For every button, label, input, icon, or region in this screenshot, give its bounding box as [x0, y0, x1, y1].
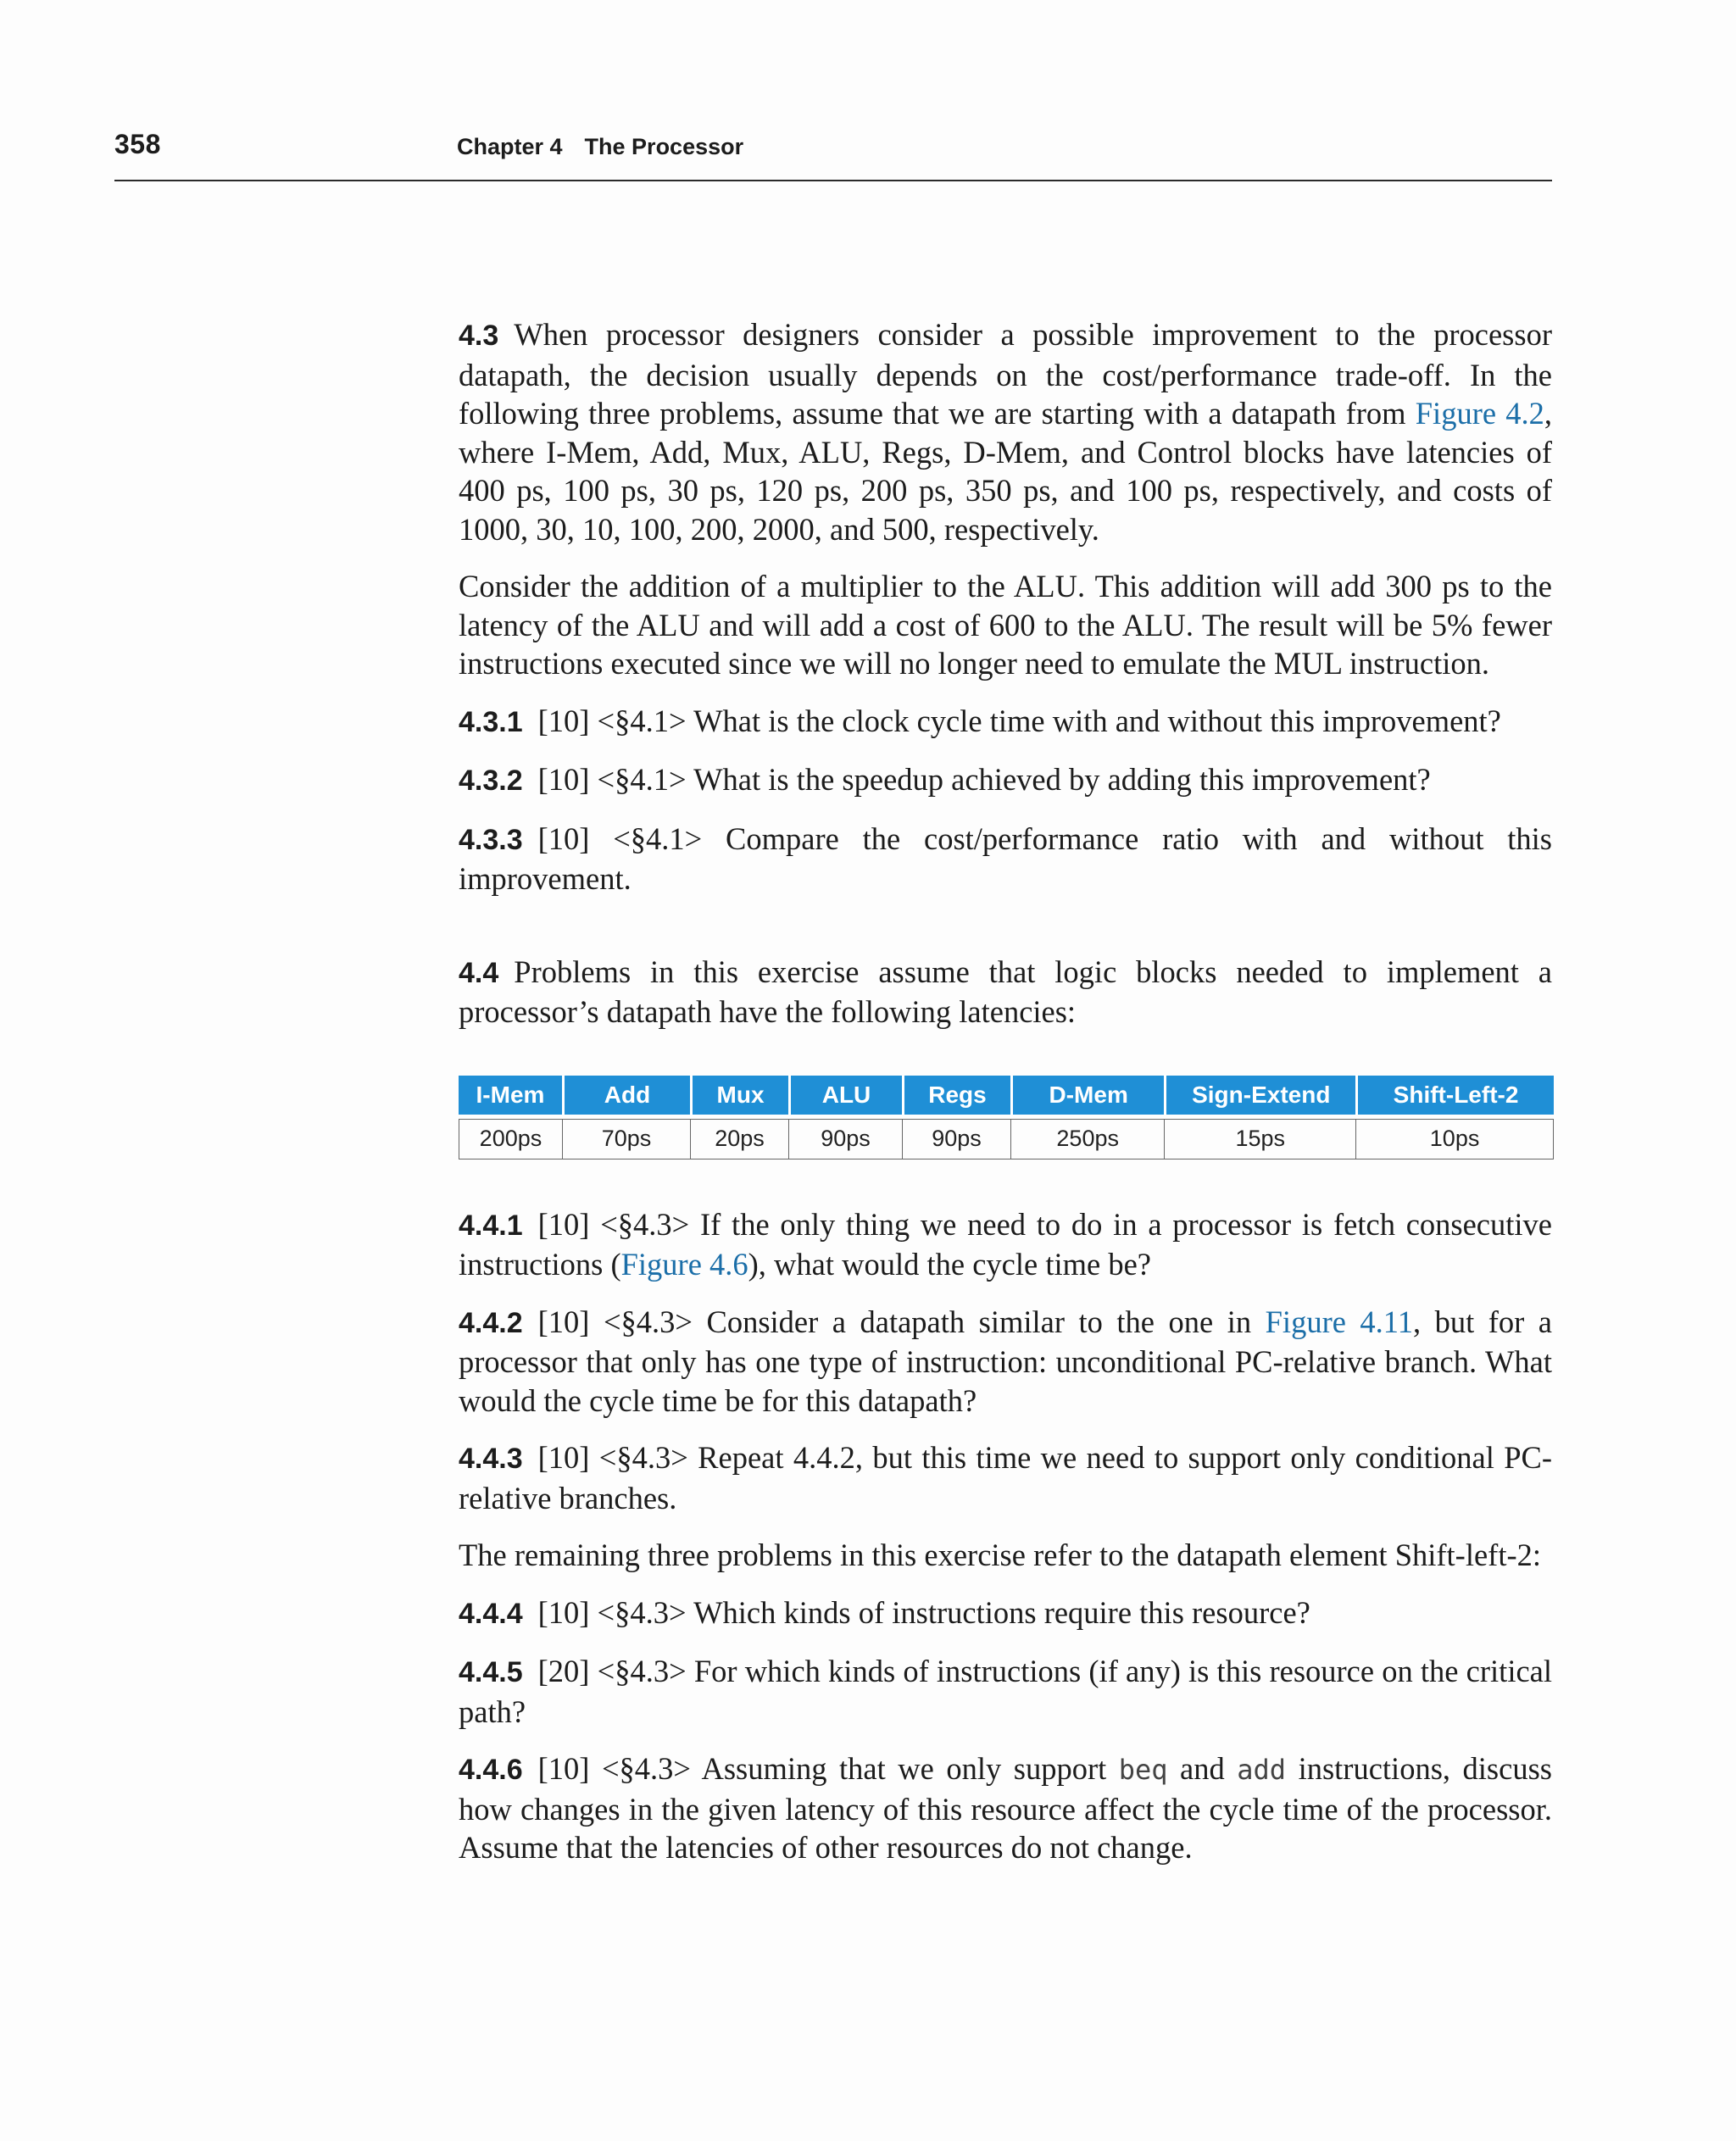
- table-cell: 15ps: [1164, 1119, 1355, 1159]
- problem-text: [20] <§4.3> For which kinds of instructions (if any) is this resource on the critical path?: [459, 1654, 1552, 1729]
- intro-text: Problems in this exercise assume that logic blocks needed to implement a processor’s datapath have the following latencies:: [459, 954, 1552, 1029]
- problem-4-4-4: [459, 1593, 1552, 1634]
- problem-4-4-1: [459, 1205, 1552, 1284]
- figure-4-2-link[interactable]: Figure 4.2: [1415, 396, 1544, 431]
- remaining-problems-intro: The remaining three problems in this exercise refer to the datapath element Shift-left-2:: [459, 1538, 1542, 1572]
- table-header-cell: I-Mem: [459, 1076, 562, 1115]
- exercise-number: 4.3: [459, 320, 499, 352]
- problem-number: 4.4.4: [459, 1597, 523, 1630]
- problem-number: 4.3.3: [459, 823, 523, 856]
- table-header-cell: Sign-Extend: [1164, 1076, 1355, 1115]
- table-header-cell: Regs: [902, 1076, 1010, 1115]
- table-header-cell: D-Mem: [1010, 1076, 1164, 1115]
- table-row: [459, 1119, 1554, 1159]
- page-header: [114, 125, 1552, 181]
- intro-text: When processor designers consider a possible improvement to the processor datapath, the decision usually depends on the cost/performance trade-off. In the following three problems, assume that we are starting with a datapath from: [459, 317, 1552, 431]
- problem-number: 4.4.1: [459, 1209, 523, 1242]
- page-number: 358: [114, 129, 161, 159]
- table-header-cell: Mux: [690, 1076, 788, 1115]
- chapter-title: The Processor: [584, 134, 744, 159]
- problem-text: [10] <§4.3> Assuming that we only support: [537, 1751, 1119, 1786]
- code-beq: beq: [1118, 1754, 1168, 1786]
- problem-4-3-2: [459, 760, 1552, 801]
- exercise-4-4-intro: [459, 953, 1552, 1032]
- table-cell: 90ps: [788, 1119, 902, 1159]
- problem-text: [10] <§4.1> Compare the cost/performance ratio with and without this improvement.: [459, 820, 1552, 896]
- problem-4-4-2: [459, 1303, 1552, 1421]
- table-header-cell: ALU: [788, 1076, 902, 1115]
- problem-text: [10] <§4.3> Consider a datapath similar to the one in: [537, 1304, 1266, 1339]
- problem-4-3-3: [459, 820, 1552, 898]
- table-header-cell: Shift-Left-2: [1355, 1076, 1554, 1115]
- problem-4-4-3: [459, 1438, 1552, 1517]
- problem-text: [10] <§4.3> Repeat 4.4.2, but this time we need to support only conditional PC-relative branches.: [459, 1440, 1552, 1515]
- running-head: [457, 134, 743, 160]
- table-cell: 90ps: [902, 1119, 1010, 1159]
- problem-number: 4.4.2: [459, 1306, 523, 1339]
- problem-number: 4.4.5: [459, 1656, 523, 1688]
- problem-text: [10] <§4.3> If the only thing we need to do in a processor is fetch consecutive instructions (: [459, 1206, 1552, 1282]
- problem-4-4-5: [459, 1652, 1552, 1731]
- figure-4-6-link[interactable]: Figure 4.6: [620, 1247, 748, 1282]
- problem-number: 4.3.1: [459, 705, 523, 738]
- problem-text: [10] <§4.3> Which kinds of instructions require this resource?: [537, 1594, 1310, 1630]
- code-add: add: [1237, 1754, 1287, 1786]
- table-cell: 20ps: [690, 1119, 788, 1159]
- exercise-number: 4.4: [459, 956, 499, 989]
- problem-text-cont: , but for a processor that only has one type of instruction: unconditional PC-relative branch. What would the cycle time be for this datapath?: [459, 1304, 1552, 1418]
- figure-4-11-link[interactable]: Figure 4.11: [1265, 1304, 1413, 1339]
- table-cell: 250ps: [1010, 1119, 1164, 1159]
- problem-number: 4.3.2: [459, 765, 523, 797]
- table-cell: 70ps: [562, 1119, 690, 1159]
- table-cell: 10ps: [1355, 1119, 1554, 1159]
- problem-4-3-1: [459, 702, 1552, 742]
- latency-table: [459, 1076, 1554, 1159]
- table-header-cell: Add: [562, 1076, 690, 1115]
- table-cell: 200ps: [459, 1119, 562, 1159]
- exercise-4-3-intro: [459, 315, 1552, 548]
- chapter-label: Chapter 4: [457, 134, 563, 159]
- problem-4-4-6: [459, 1749, 1552, 1867]
- table-header-row: [459, 1076, 1554, 1115]
- problem-text: [10] <§4.1> What is the clock cycle time with and without this improvement?: [537, 703, 1501, 738]
- problem-number: 4.4.3: [459, 1443, 523, 1475]
- problem-text-cont: instructions, discuss how changes in the given latency of this resource affect the cycle time of the processor. Assume that the latencies of other resources do not change.: [459, 1751, 1552, 1865]
- page-content: [459, 315, 1552, 1886]
- problem-number: 4.4.6: [459, 1754, 523, 1786]
- problem-text-cont: ), what would the cycle time be?: [748, 1247, 1151, 1282]
- problem-text-and: and: [1167, 1751, 1238, 1786]
- intro-text-cont: , where I-Mem, Add, Mux, ALU, Regs, D-Mem, and Control blocks have latencies of 400 ps, 100 ps, 30 ps, 120 ps, 200 ps, 350 ps, and 100 ps, respectively, and costs of 1000, 30, 10, 100, 200, 2000, and 500, respectively.: [459, 396, 1552, 547]
- exercise-4-3-multiplier-paragraph: Consider the addition of a multiplier to the ALU. This addition will add 300 ps to the latency of the ALU and will add a cost of 600 to the ALU. The result will be 5% fewer instructions executed since we will no longer need to emulate the MUL instruction.: [459, 569, 1552, 681]
- problem-text: [10] <§4.1> What is the speedup achieved by adding this improvement?: [537, 762, 1431, 797]
